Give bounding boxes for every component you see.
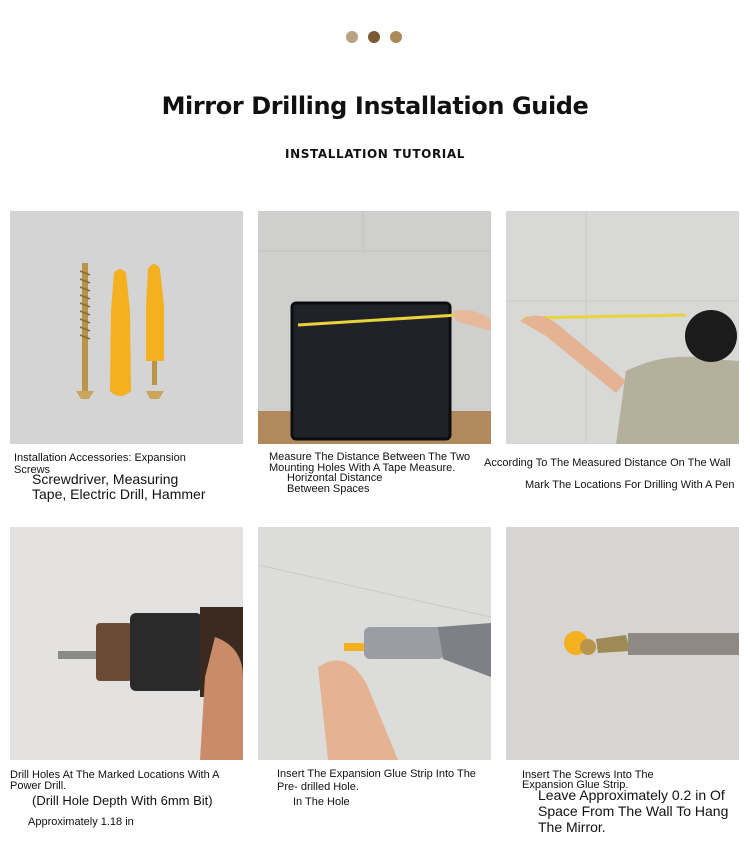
step-1-image (10, 211, 243, 444)
step-5-label: Insert The Expansion Glue Strip Into The Pre- drilled Hole. (277, 768, 476, 793)
step-4-label: Drill Holes At The Marked Locations With A Power Drill. (10, 769, 219, 792)
step-1-detail: Screwdriver, Measuring Tape, Electric Drill, Hammer (32, 471, 206, 502)
step-6-image (506, 527, 739, 760)
expansion-screws-icon (10, 211, 243, 444)
dot-3 (390, 31, 402, 43)
step-4-image (10, 527, 243, 760)
step-6-label: Insert The Screws Into The Expansion Glue Strip. (522, 769, 654, 791)
step-1-label: Installation Accessories: Expansion Screws (14, 452, 186, 476)
step-5-image (258, 527, 491, 760)
step-4-note: Approximately 1.18 in (28, 816, 134, 828)
step-2-label: Measure The Distance Between The Two Mounting Holes With A Tape Measure. (269, 451, 471, 474)
dot-1 (346, 31, 358, 43)
page-subtitle: INSTALLATION TUTORIAL (285, 147, 465, 161)
step-4-detail: (Drill Hole Depth With 6mm Bit) (32, 793, 213, 808)
page-title: Mirror Drilling Installation Guide (161, 92, 589, 120)
dot-2 (368, 31, 380, 43)
step-3-detail: Mark The Locations For Drilling With A Pen (525, 480, 735, 491)
step-5-detail: In The Hole (293, 796, 350, 808)
carousel-dots (346, 31, 406, 43)
step-3-label: According To The Measured Distance On The Wall (484, 457, 731, 469)
step-2-detail: Horizontal Distance Between Spaces (287, 472, 383, 495)
step-6-detail: Leave Approximately 0.2 in Of Space From The Wall To Hang The Mirror. (538, 787, 729, 835)
step-3-image (506, 211, 739, 444)
step-2-image (258, 211, 491, 444)
